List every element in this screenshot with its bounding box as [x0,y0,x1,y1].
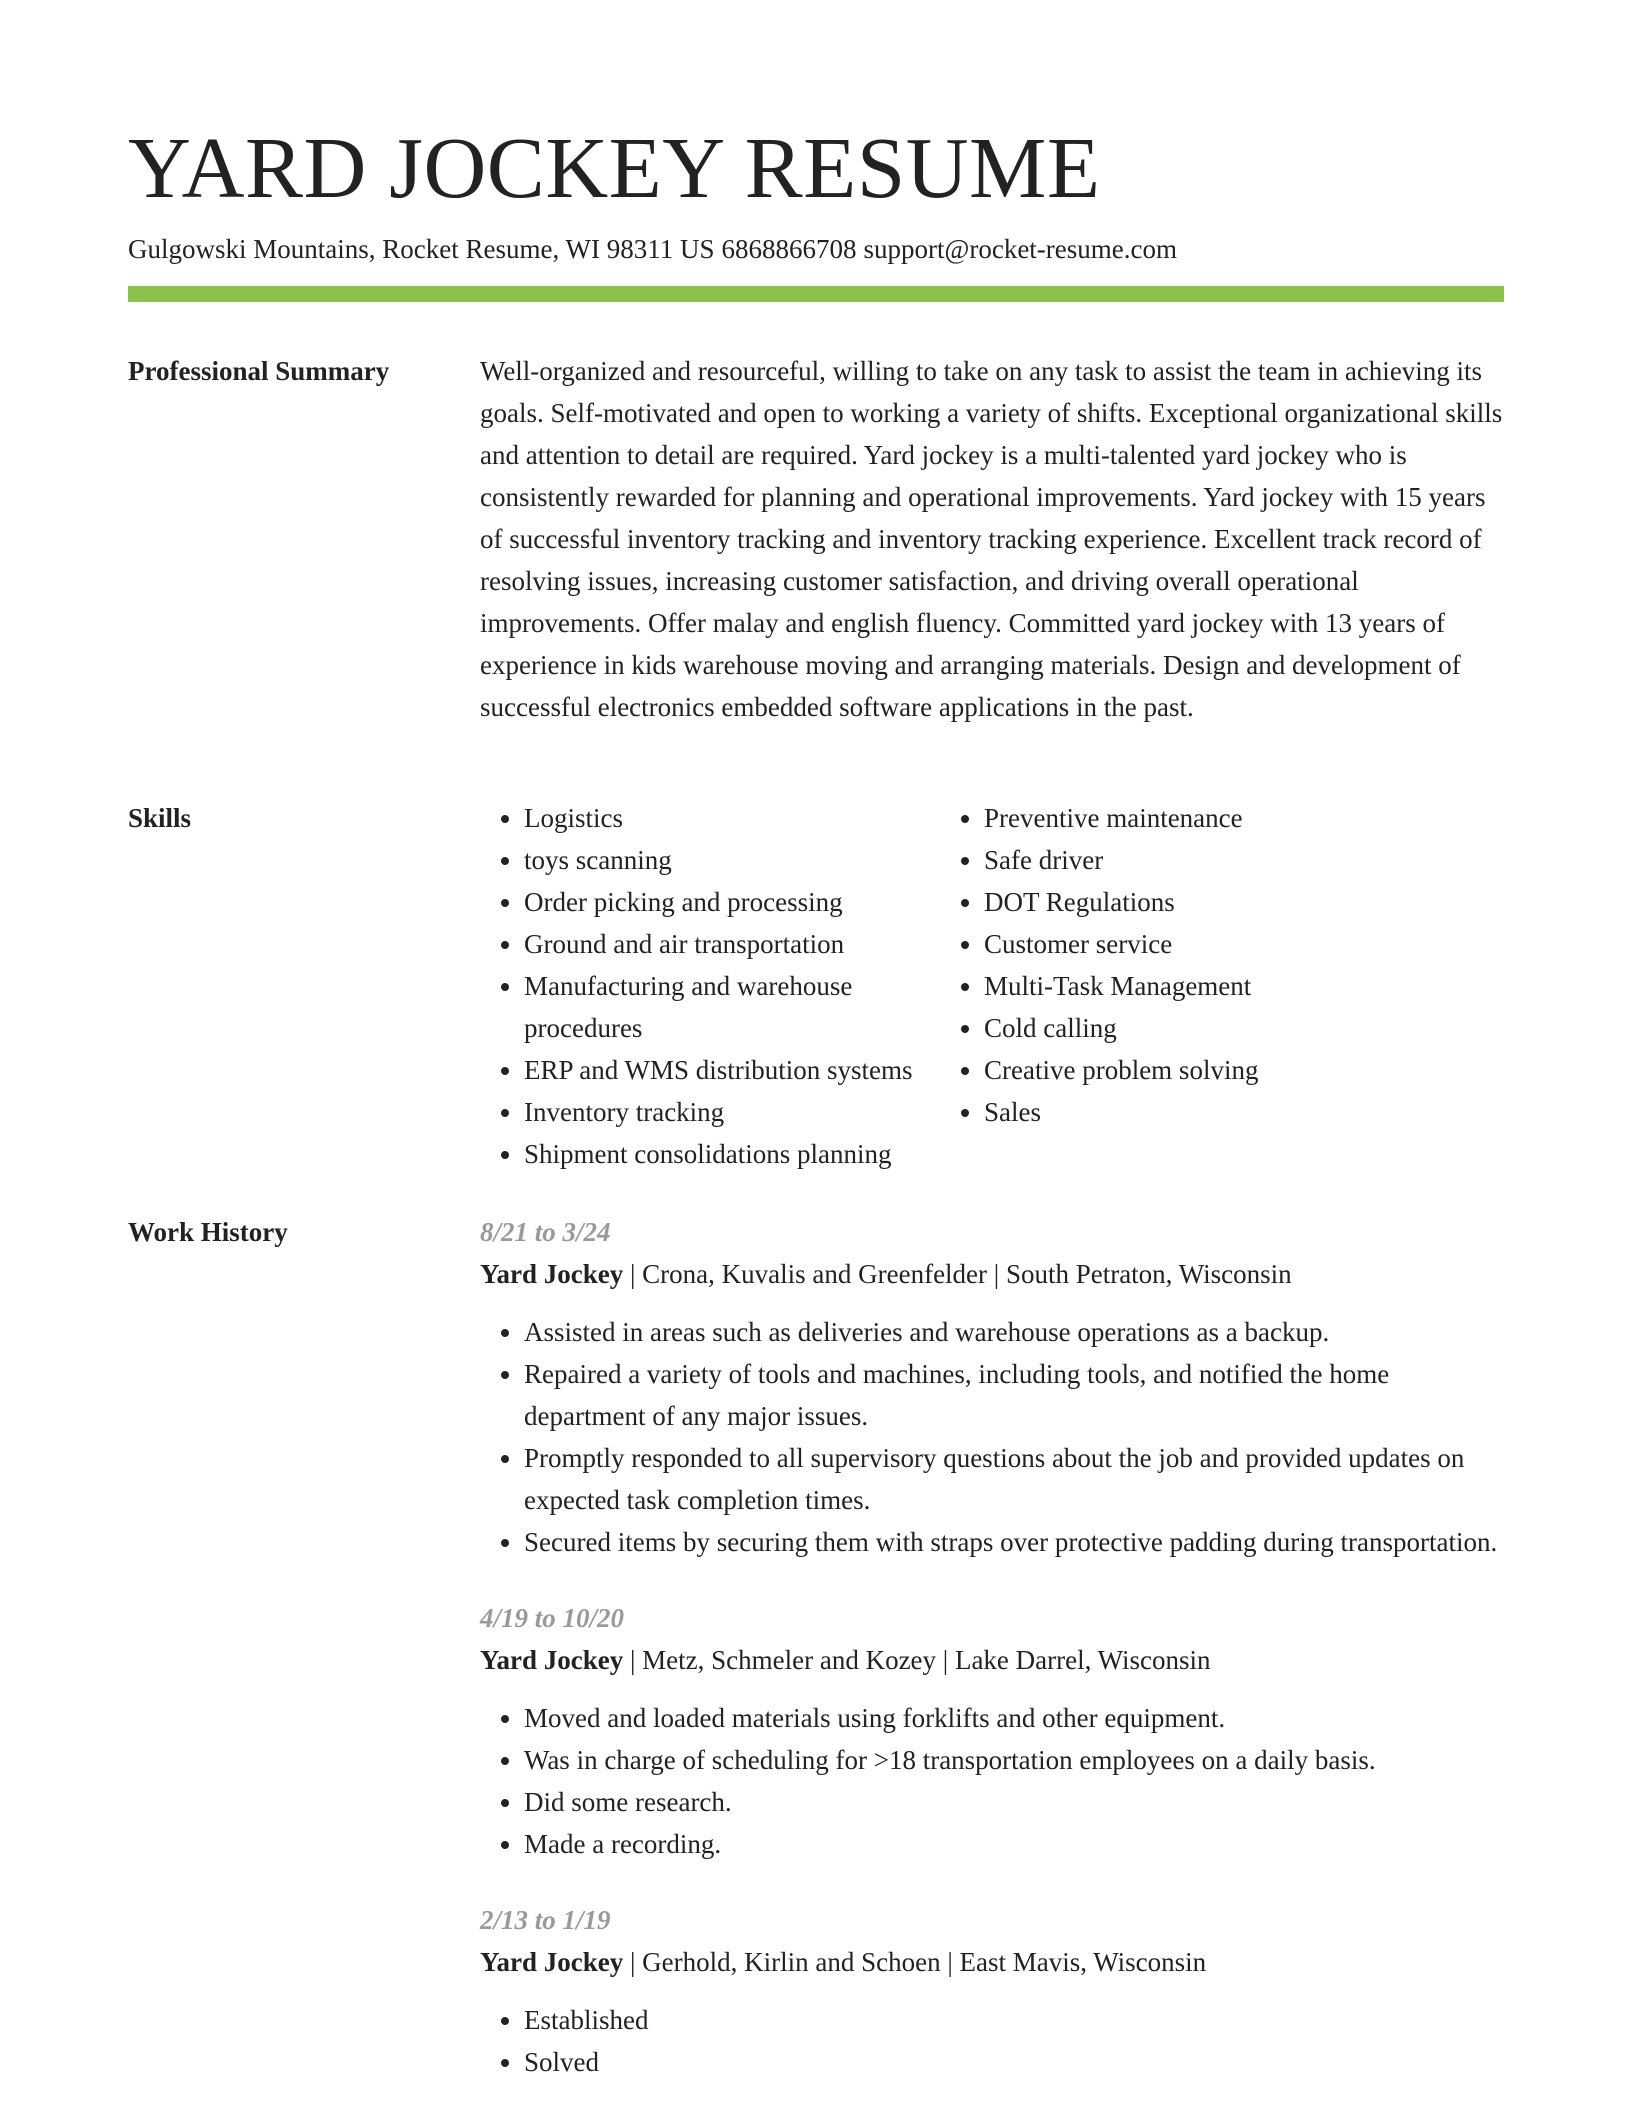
job-location: Lake Darrel, Wisconsin [954,1645,1211,1675]
contact-line [128,231,1177,267]
skills-heading: Skills [128,803,192,833]
job-title: Yard Jockey [480,1259,624,1289]
job-heading [480,1253,1504,1295]
job-heading [480,1639,1504,1681]
skill-item: • Shipment consolidations planning [524,1133,940,1175]
resume-title: YARD JOCKEY RESUME [128,119,1101,216]
job-company: Crona, Kuvalis and Greenfelder [642,1259,988,1289]
skill-item: • Preventive maintenance [984,797,1460,839]
skill-item: • ERP and WMS distribution systems [524,1049,940,1091]
skills-columns [480,797,1504,1175]
job-separator: | [942,1645,949,1675]
job-entry [480,1597,1504,1865]
job-location: South Petraton, Wisconsin [1005,1259,1292,1289]
job-separator: | [630,1947,636,1977]
job-duty: • Did some research. [524,1781,1504,1823]
job-duty: • Assisted in areas such as deliveries and warehouse operations as a backup. [524,1311,1504,1353]
job-heading [480,1941,1504,1983]
job-duty: • Solved [524,2041,1504,2083]
skill-item: • DOT Regulations [984,881,1460,923]
job-separator: | [630,1645,636,1675]
job-duty: • Secured items by securing them with straps over protective padding during transportation. [524,1521,1504,1563]
job-company: Metz, Schmeler and Kozey [642,1645,937,1675]
summary-heading: Professional Summary [128,356,390,386]
contact-email: support@rocket-resume.com [863,234,1178,264]
skills-list-right [940,797,1460,1175]
job-duty: • Repaired a variety of tools and machines, including tools, and notified the home department of any major issues. [524,1353,1504,1437]
skill-item: • Inventory tracking [524,1091,940,1133]
work-history-heading: Work History [128,1217,288,1247]
job-duties [480,1311,1504,1563]
job-duty: • Was in charge of scheduling for >18 transportation employees on a daily basis. [524,1739,1504,1781]
job-separator: | [630,1259,636,1289]
skill-item: • Ground and air transportation [524,923,940,965]
summary-text: Well-organized and resourceful, willing to take on any task to assist the team in achieving its goals. Self-motivated and open to working a variety of shifts. Exceptional organizational skills and attention to detail are required. Yard jockey is a multi-talented yard jockey who is consistently rewarded for planning and operational improvements. Yard jockey with 15 years of successful inventory tracking and inventory tracking experience. Excellent track record of resolving issues, increasing customer satisfaction, and driving overall operational improvements. Offer malay and english fluency. Committed yard jockey with 13 years of experience in kids warehouse moving and arranging materials. Design and development of successful electronics embedded software applications in the past. [480,356,1503,722]
job-dates: 4/19 to 10/20 [480,1603,625,1633]
skill-item: • Customer service [984,923,1460,965]
skill-item: • Order picking and processing [524,881,940,923]
job-duties [480,1697,1504,1865]
job-dates: 2/13 to 1/19 [480,1905,611,1935]
job-title: Yard Jockey [480,1947,624,1977]
skill-item: • Logistics [524,797,940,839]
skills-body [480,797,1504,1175]
job-separator: | [947,1947,953,1977]
skill-item: • Safe driver [984,839,1460,881]
job-duty: • Established [524,1999,1504,2041]
job-entry [480,1211,1504,1563]
job-duties [480,1999,1504,2083]
job-separator: | [993,1259,1000,1289]
skill-item: • toys scanning [524,839,940,881]
skill-item: • Creative problem solving [984,1049,1460,1091]
summary-body [480,350,1504,728]
job-dates: 8/21 to 3/24 [480,1217,611,1247]
skill-item: • Cold calling [984,1007,1460,1049]
job-entry [480,1899,1504,2083]
work-history-body [480,1211,1504,2117]
skill-item: • Sales [984,1091,1460,1133]
skill-item: • Manufacturing and warehouse procedures [524,965,940,1049]
job-company: Gerhold, Kirlin and Schoen [642,1947,941,1977]
contact-phone: 6868866708 [721,234,857,264]
job-duty: • Moved and loaded materials using forklifts and other equipment. [524,1697,1504,1739]
skills-list-left [480,797,940,1175]
skill-item: • Multi-Task Management [984,965,1460,1007]
job-duty: • Promptly responded to all supervisory questions about the job and provided updates on expected task completion times. [524,1437,1504,1521]
job-title: Yard Jockey [480,1645,624,1675]
job-duty: • Made a recording. [524,1823,1504,1865]
header-divider [128,286,1504,302]
contact-address: Gulgowski Mountains, Rocket Resume, WI 98311 US [128,234,715,264]
job-location: East Mavis, Wisconsin [959,1947,1207,1977]
